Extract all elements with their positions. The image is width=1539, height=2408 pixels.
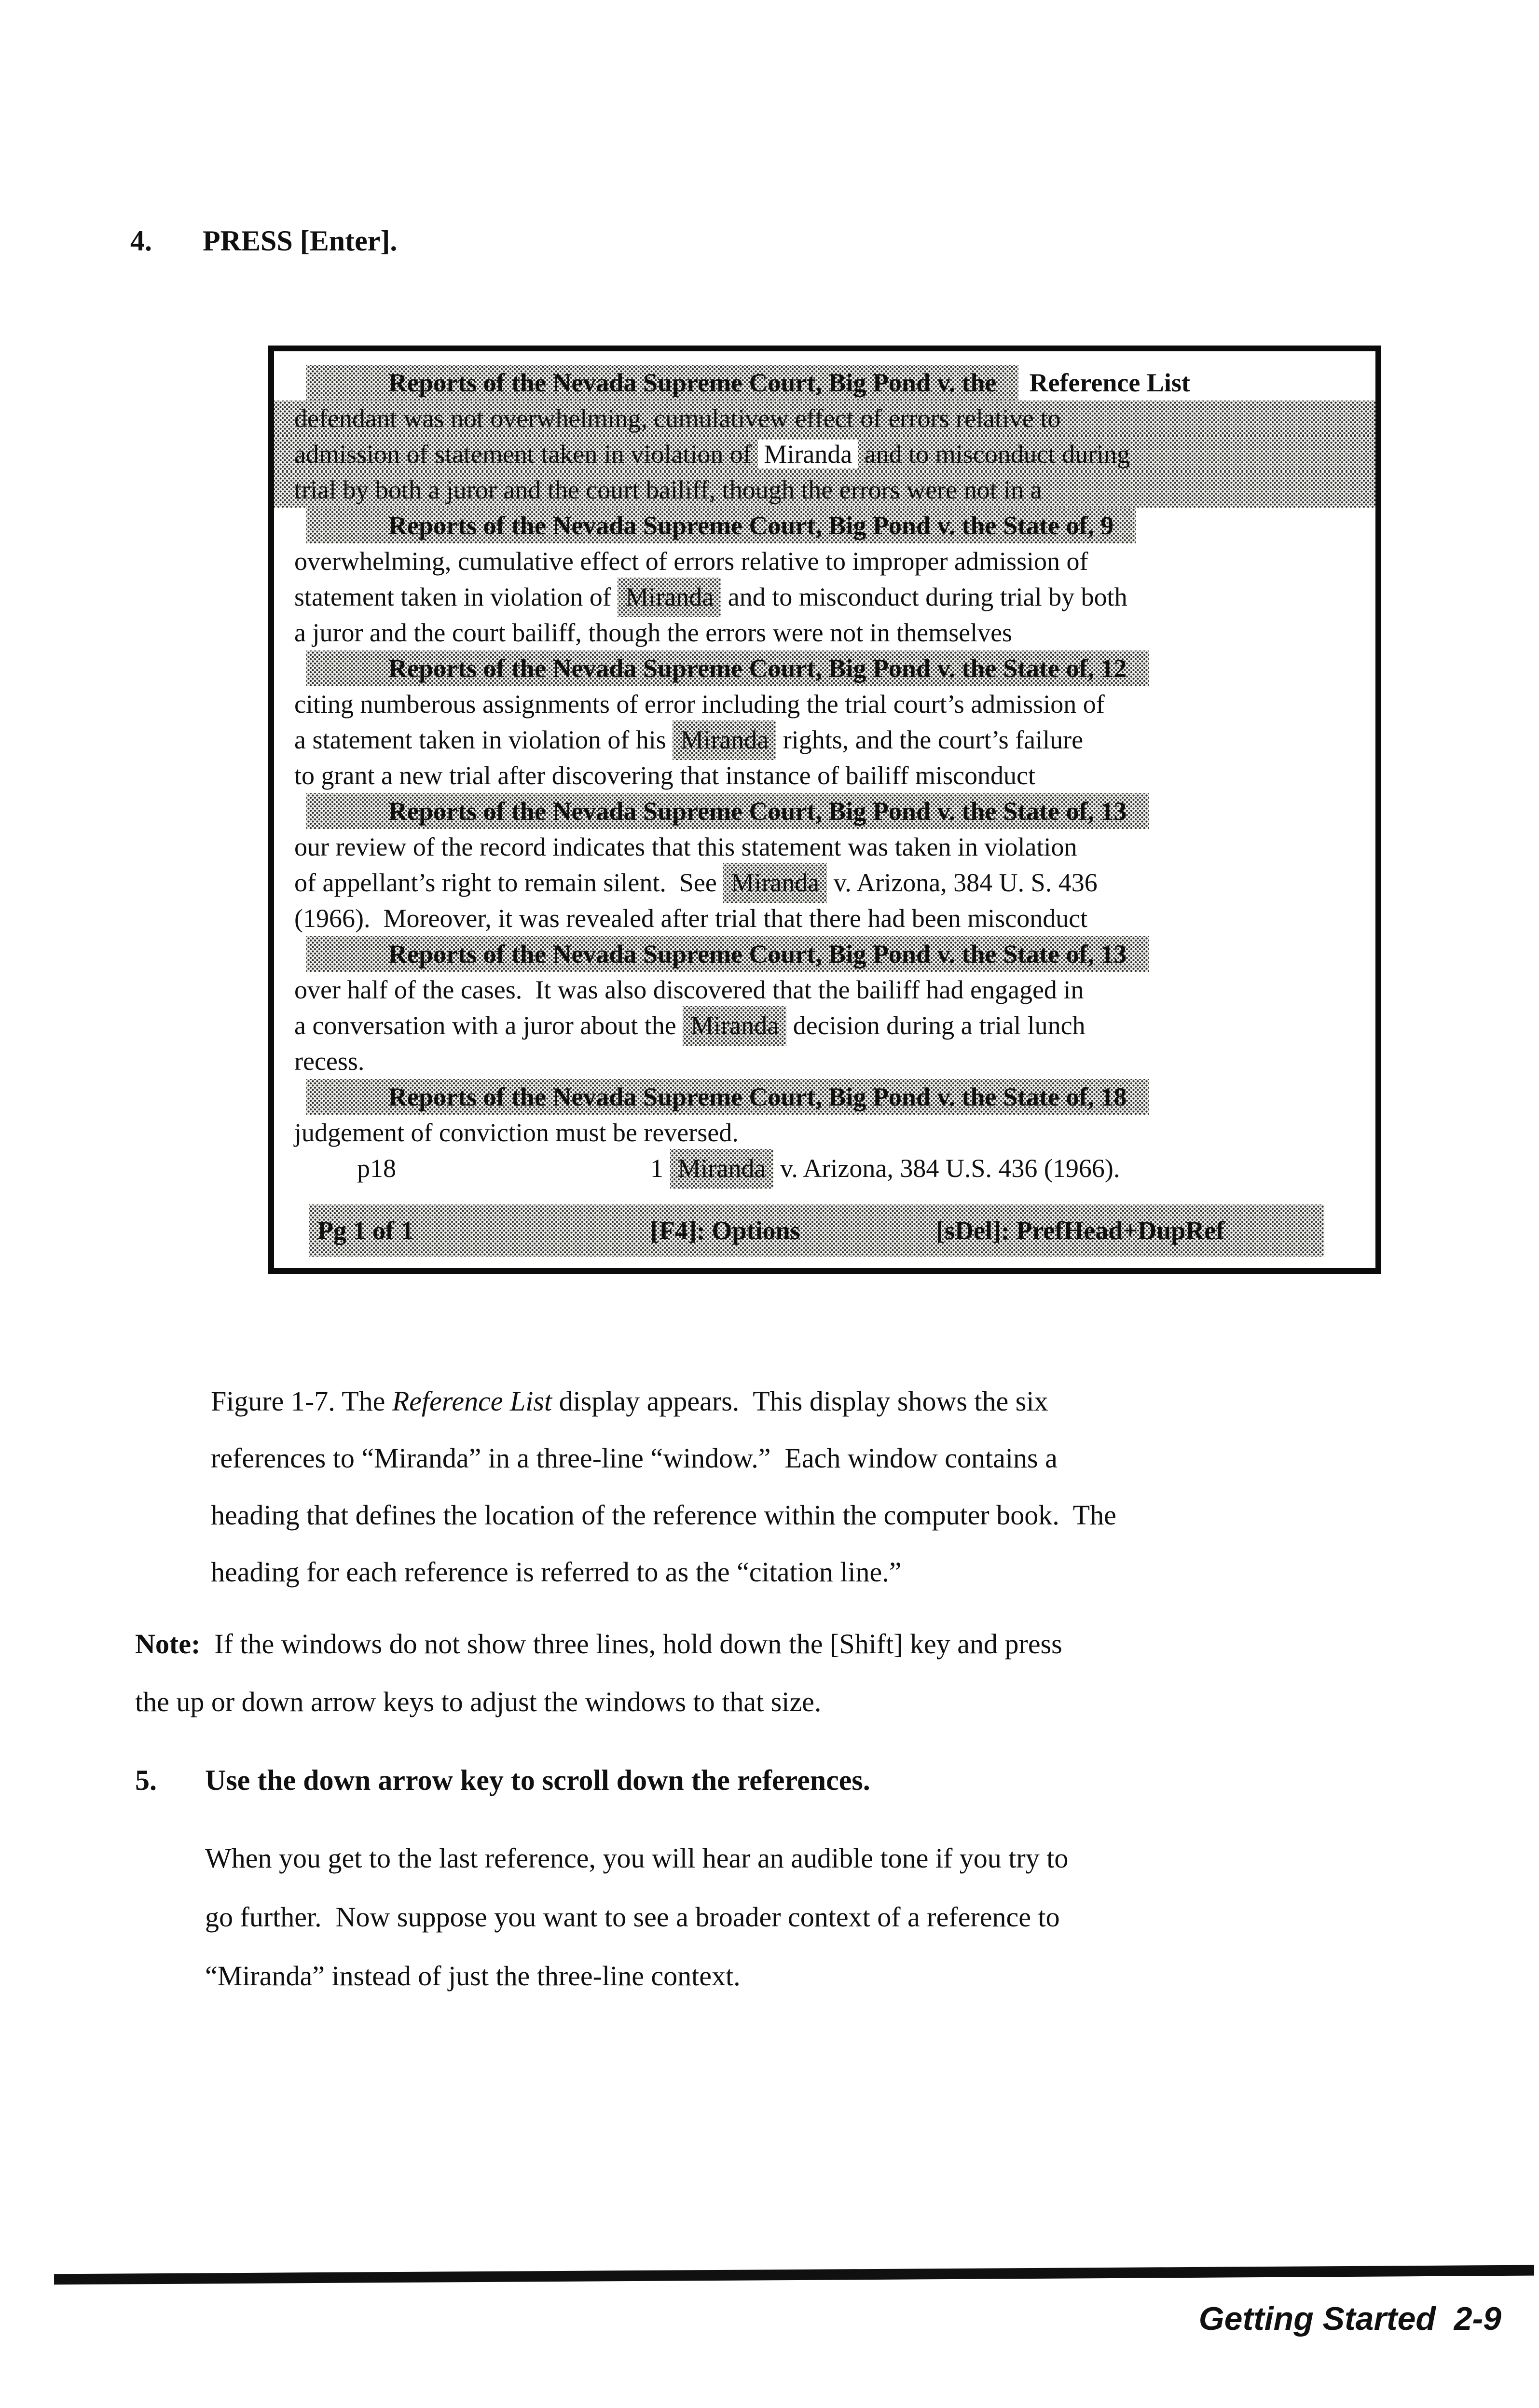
status-bar xyxy=(309,1204,1324,1257)
screen-text: p18 xyxy=(357,1154,396,1183)
screen-text: and to misconduct during xyxy=(858,440,1130,469)
highlighted-term: Miranda xyxy=(670,1149,774,1189)
screen-text: a statement taken in violation of his xyxy=(294,725,673,754)
screen-line xyxy=(274,686,1375,722)
screen-text: v. Arizona, 384 U. S. 436 xyxy=(827,868,1098,897)
screen-line xyxy=(274,1043,1375,1079)
caption-line-3: heading that defines the location of the reference within the computer book. The xyxy=(211,1499,1116,1531)
screen-line xyxy=(274,1150,1375,1186)
step-5-title: Use the down arrow key to scroll down the references. xyxy=(205,1764,870,1796)
caption-text-2: display appears. This display shows the six xyxy=(552,1385,1048,1417)
screen-line xyxy=(274,900,1375,936)
screen-text: v. Arizona, 384 U.S. 436 (1966). xyxy=(773,1154,1120,1183)
screen-line xyxy=(274,543,1375,579)
screen-text: (1966). Moreover, it was revealed after trial that there had been misconduct xyxy=(294,904,1088,933)
screen-line xyxy=(274,936,1375,972)
citation-line: Reports of the Nevada Supreme Court, Big Pond v. the State of, 13 xyxy=(306,793,1149,829)
step-4 xyxy=(130,223,397,259)
screen-line xyxy=(274,1079,1375,1115)
screen-text: judgement of conviction must be reversed. xyxy=(294,1118,739,1147)
screen-text: defendant was not overwhelming, cumulativew effect of errors relative to xyxy=(294,404,1061,433)
status-sdel-prefhead: [sDel]: PrefHead+DupRef xyxy=(936,1216,1225,1245)
screen-text: citing numberous assignments of error including the trial court’s admission of xyxy=(294,690,1105,719)
screen-line xyxy=(274,829,1375,865)
caption-line-4: heading for each reference is referred to as the “citation line.” xyxy=(211,1556,902,1588)
screen-text: of appellant’s right to remain silent. See xyxy=(294,868,724,897)
screen-line xyxy=(274,472,1375,508)
screen-text: admission of statement taken in violation of xyxy=(294,440,758,469)
screen-text: to grant a new trial after discovering that instance of bailiff misconduct xyxy=(294,761,1035,790)
paragraph-line-3: “Miranda” instead of just the three-line context. xyxy=(205,1960,741,1992)
citation-line: Reports of the Nevada Supreme Court, Big Pond v. the xyxy=(306,365,1018,401)
status-page-indicator: Pg 1 of 1 xyxy=(317,1216,414,1245)
step-5 xyxy=(135,1762,870,1798)
note-paragraph xyxy=(135,1615,1467,1731)
screen-text: our review of the record indicates that this statement was taken in violation xyxy=(294,832,1077,861)
citation-line: Reports of the Nevada Supreme Court, Big Pond v. the State of, 12 xyxy=(306,650,1149,686)
screen-text: statement taken in violation of xyxy=(294,582,618,611)
status-f4-options: [F4]: Options xyxy=(650,1216,800,1245)
note-label: Note: xyxy=(135,1628,201,1660)
screen-line xyxy=(274,436,1375,472)
citation-line: Reports of the Nevada Supreme Court, Big Pond v. the State of, 13 xyxy=(306,936,1149,972)
screen-text: trial by both a juror and the court bailiff, though the errors were not in a xyxy=(294,475,1042,504)
page-number: Getting Started 2-9 xyxy=(1198,2300,1501,2337)
highlighted-term: Miranda xyxy=(618,578,721,617)
screen-text: recess. xyxy=(294,1047,365,1076)
screen-line xyxy=(274,758,1375,793)
citation-line: Reports of the Nevada Supreme Court, Big Pond v. the State of, 9 xyxy=(306,508,1136,543)
step-5-number: 5. xyxy=(135,1764,157,1796)
screen-line xyxy=(274,1008,1375,1043)
screen-text: and to misconduct during trial by both xyxy=(721,582,1127,611)
screen-line xyxy=(274,615,1375,650)
note-line-2: the up or down arrow keys to adjust the windows to that size. xyxy=(135,1686,822,1717)
screen-line xyxy=(274,508,1375,543)
screen-text: a conversation with a juror about the xyxy=(294,1011,683,1040)
screen-text: 1 xyxy=(650,1154,670,1183)
paragraph-line-1: When you get to the last reference, you will hear an audible tone if you try to xyxy=(205,1842,1069,1874)
paragraph-line-2: go further. Now suppose you want to see a broader context of a reference to xyxy=(205,1901,1060,1933)
highlighted-term: Miranda xyxy=(673,720,776,760)
screen-line xyxy=(274,579,1375,615)
highlighted-term: Miranda xyxy=(758,440,858,469)
screen-text: overwhelming, cumulative effect of errors relative to improper admission of xyxy=(294,547,1088,576)
figure-caption xyxy=(211,1373,1402,1601)
screen-line xyxy=(274,401,1375,436)
caption-line-2: references to “Miranda” in a three-line “window.” Each window contains a xyxy=(211,1442,1058,1474)
reference-list-screen xyxy=(268,346,1381,1274)
note-line-1: If the windows do not show three lines, hold down the [Shift] key and press xyxy=(200,1628,1062,1660)
screen-text: rights, and the court’s failure xyxy=(776,725,1084,754)
step-4-number: 4. xyxy=(130,225,152,257)
highlighted-term: Miranda xyxy=(723,863,827,903)
screen-text: decision during a trial lunch xyxy=(786,1011,1086,1040)
screen-text: over half of the cases. It was also discovered that the bailiff had engaged in xyxy=(294,975,1084,1004)
screen-line xyxy=(274,365,1375,401)
screen-text: a juror and the court bailiff, though the errors were not in themselves xyxy=(294,618,1013,647)
screen-line xyxy=(274,793,1375,829)
highlighted-term: Miranda xyxy=(683,1006,786,1046)
screen-line xyxy=(274,650,1375,686)
footer-rule xyxy=(54,2265,1534,2285)
caption-text-1: Figure 1-7. The xyxy=(211,1385,392,1417)
step-4-text: PRESS [Enter]. xyxy=(203,225,398,257)
screen-line xyxy=(274,1115,1375,1150)
citation-line: Reports of the Nevada Supreme Court, Big Pond v. the State of, 18 xyxy=(306,1079,1149,1115)
screen-line xyxy=(274,865,1375,900)
screen-line xyxy=(274,972,1375,1008)
caption-display-name: Reference List xyxy=(392,1385,552,1417)
screen-title: Reference List xyxy=(1029,368,1190,397)
screen-line xyxy=(274,722,1375,758)
step-5-paragraph xyxy=(205,1829,1479,2006)
screen-lines xyxy=(274,365,1375,1186)
